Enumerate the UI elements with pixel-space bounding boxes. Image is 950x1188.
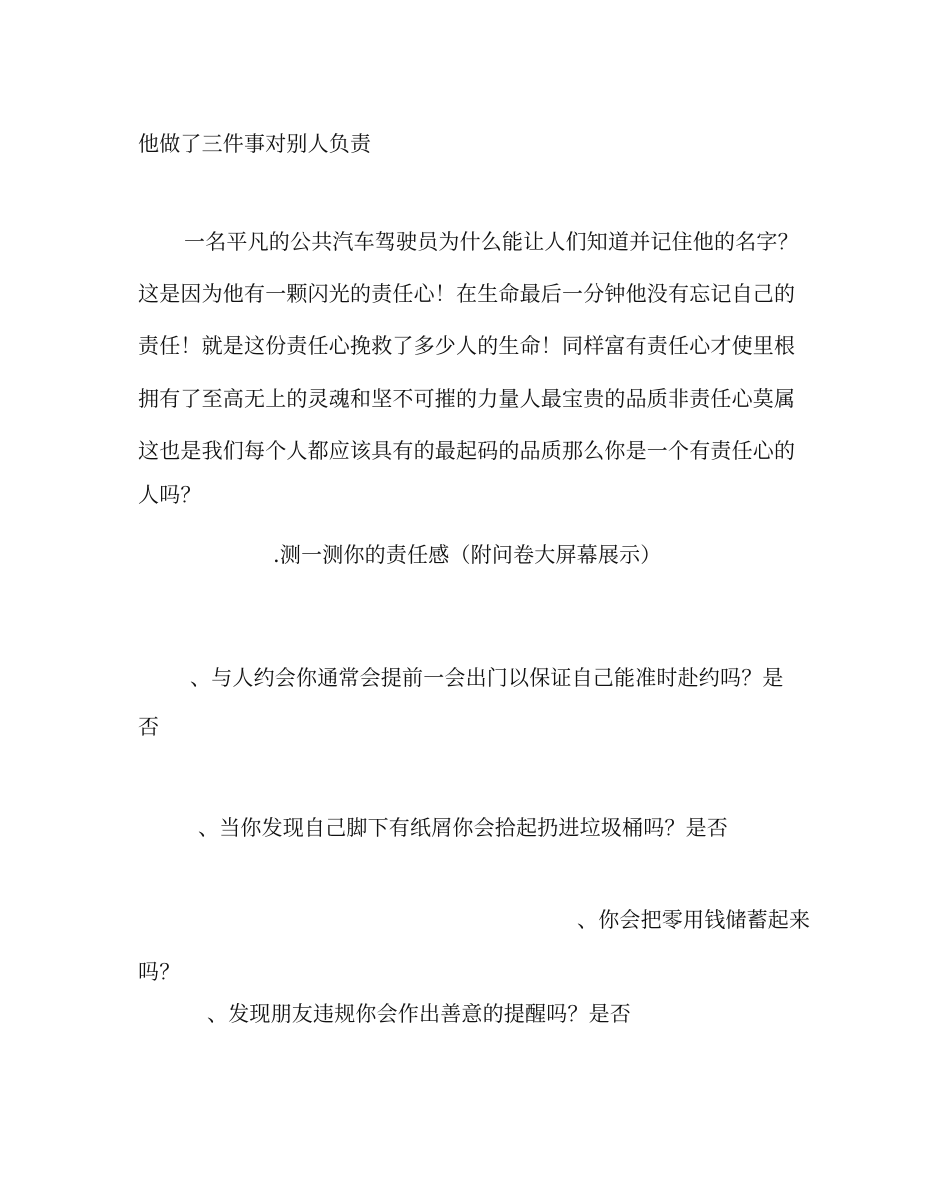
paragraph-line-1: 一名平凡的公共汽车驾驶员为什么能让人们知道并记住他的名字？ [184, 230, 799, 254]
paragraph-line-5: 这也是我们每个人都应该具有的最起码的品质那么你是一个有责任心的 [138, 439, 796, 463]
question-2: 、当你发现自己脚下有纸屑你会拾起扔进垃圾桶吗？是否 [198, 816, 728, 840]
paragraph-line-2: 这是因为他有一颗闪光的责任心！在生命最后一分钟他没有忘记自己的 [138, 282, 796, 306]
survey-title: .测一测你的责任感（附问卷大屏幕展示） [273, 543, 662, 567]
paragraph-line-4: 拥有了至高无上的灵魂和坚不可摧的力量人最宝贵的品质非责任心莫属 [138, 387, 796, 411]
question-3-line-2: 吗？ [138, 960, 181, 984]
question-1-line-1: 、与人约会你通常会提前一会出门以保证自己能准时赴约吗？是 [190, 666, 784, 690]
question-4: 、发现朋友违规你会作出善意的提醒吗？是否 [207, 1002, 631, 1026]
section-heading: 他做了三件事对别人负责 [138, 132, 372, 156]
paragraph-line-3: 责任！就是这份责任心挽救了多少人的生命！同样富有责任心才使里根 [138, 334, 796, 358]
paragraph-line-6: 人吗？ [138, 483, 202, 507]
question-3-line-1: 、你会把零用钱储蓄起来 [577, 908, 811, 932]
question-1-line-2: 否 [138, 715, 160, 739]
